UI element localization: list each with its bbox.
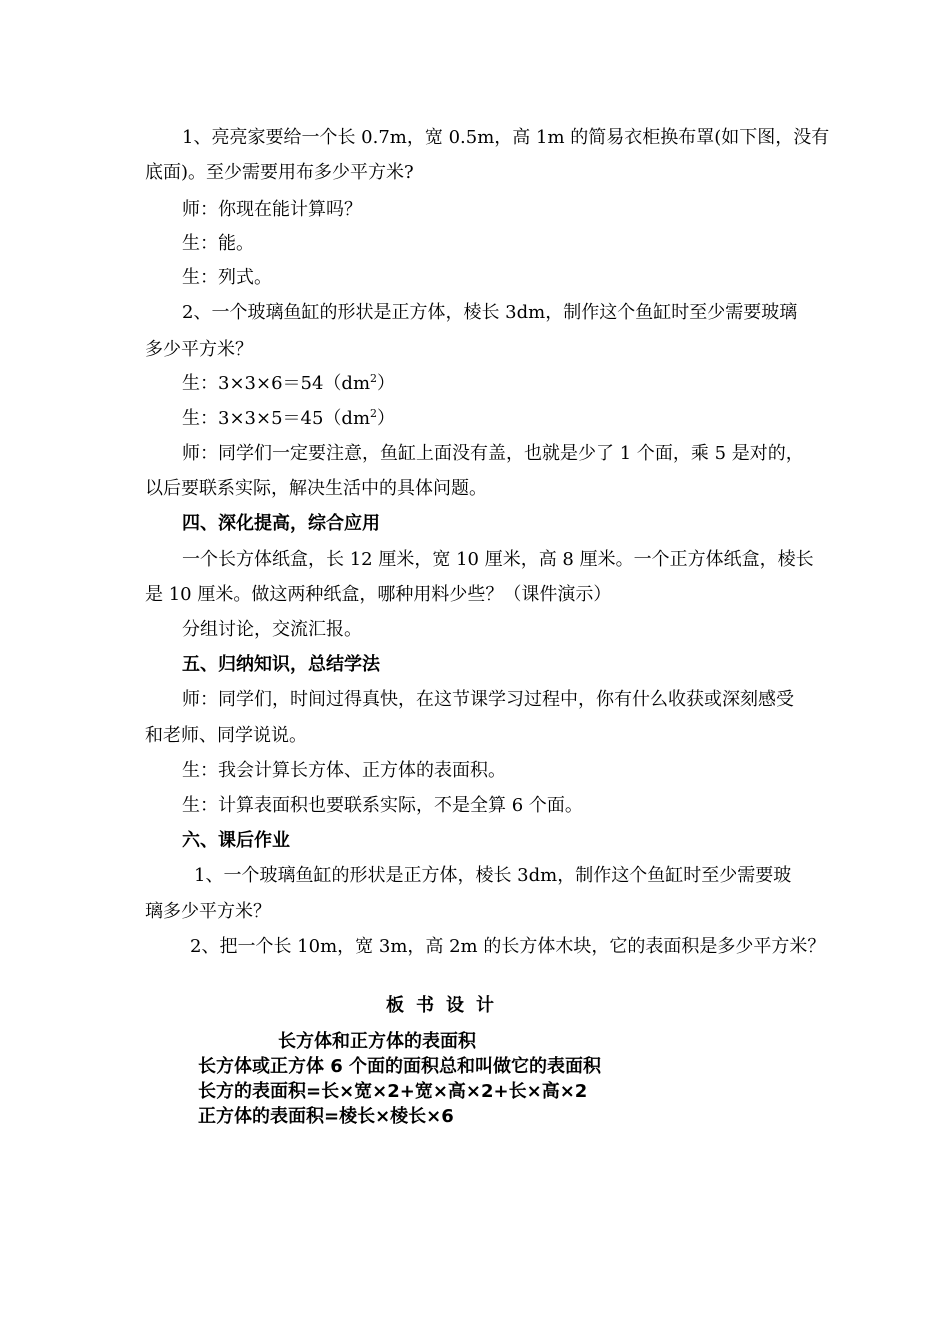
section-heading: 五、归纳知识，总结学法 [182, 654, 380, 675]
paragraph-line: 璃多少平方米？ [145, 901, 271, 922]
paragraph-line: 2、一个玻璃鱼缸的形状是正方体，棱长 3dm，制作这个鱼缸时至少需要玻璃 [182, 302, 798, 323]
paragraph-line: 分组讨论，交流汇报。 [182, 619, 362, 640]
paragraph-line: 生：我会计算长方体、正方体的表面积。 [182, 760, 506, 781]
superscript: 2 [370, 372, 378, 385]
formula-text: 生：3×3×5＝45（dm [182, 408, 371, 429]
section-heading: 四、深化提高，综合应用 [182, 513, 380, 534]
paragraph-line [182, 372, 395, 396]
paragraph-line: 1、亮亮家要给一个长 0.7m，宽 0.5m，高 1m 的简易衣柜换布罩(如下图，没有 [182, 127, 830, 148]
paragraph-line [182, 407, 395, 431]
paragraph-line: 师：你现在能计算吗？ [182, 199, 362, 220]
paragraph-line: 1、一个玻璃鱼缸的形状是正方体，棱长 3dm，制作这个鱼缸时至少需要玻 [194, 865, 792, 886]
superscript: 2 [370, 407, 378, 420]
paragraph-line: 多少平方米？ [145, 339, 253, 360]
paragraph-line: 师：同学们，时间过得真快，在这节课学习过程中，你有什么收获或深刻感受 [182, 689, 794, 710]
board-line: 长方体或正方体 6 个面的面积总和叫做它的表面积 [198, 1056, 602, 1077]
paragraph-line: 师：同学们一定要注意，鱼缸上面没有盖，也就是少了 1 个面，乘 5 是对的， [182, 443, 804, 464]
board-line: 长方的表面积=长×宽×2+宽×高×2+长×高×2 [198, 1081, 588, 1102]
paragraph-line: 2、把一个长 10m，宽 3m，高 2m 的长方体木块，它的表面积是多少平方米？ [190, 936, 826, 957]
paragraph-line: 生：计算表面积也要联系实际，不是全算 6 个面。 [182, 795, 583, 816]
paragraph-line: 是 10 厘米。做这两种纸盒，哪种用料少些？（课件演示） [145, 584, 612, 605]
board-line: 正方体的表面积=棱长×棱长×6 [198, 1106, 454, 1127]
paragraph-line: 以后要联系实际，解决生活中的具体问题。 [145, 478, 487, 499]
formula-close: ） [377, 373, 396, 394]
board-heading: 板书设计 [386, 995, 506, 1016]
paragraph-line: 和老师、同学说说。 [145, 725, 307, 746]
board-title: 长方体和正方体的表面积 [278, 1031, 476, 1052]
paragraph-line: 生：列式。 [182, 267, 272, 288]
formula-close: ） [377, 408, 396, 429]
formula-text: 生：3×3×6＝54（dm [182, 373, 371, 394]
paragraph-line: 一个长方体纸盒，长 12 厘米，宽 10 厘米，高 8 厘米。一个正方体纸盒，棱长 [182, 549, 814, 570]
paragraph-line: 底面)。至少需要用布多少平方米? [145, 162, 414, 183]
paragraph-line: 生：能。 [182, 233, 254, 254]
section-heading: 六、课后作业 [182, 830, 290, 851]
